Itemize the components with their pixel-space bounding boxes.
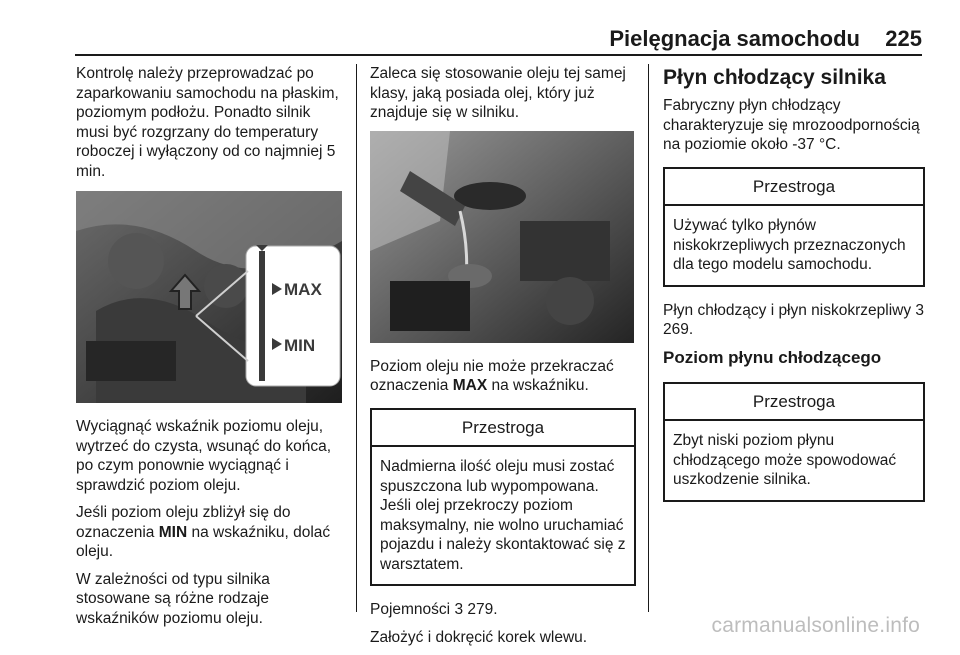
oil-class-paragraph: Zaleca się stosowanie oleju tej samej klasy, jaką posiada olej, który już znajduje się w silniku. — [370, 65, 626, 121]
warning-body: Nadmierna ilość oleju musi zostać spuszczona lub wypompowana. Jeśli olej przekroczy poziom maksymalny, nie wolno uruchamiać pojazdu i należy skontaktować się z warsztatem. — [380, 458, 626, 573]
warning-title: Przestroga — [665, 169, 923, 207]
column-divider — [648, 64, 649, 612]
cap-paragraph: Założyć i dokręcić korek wlewu. — [370, 628, 588, 646]
dipstick-image — [76, 191, 342, 403]
oil-filling-image — [370, 131, 634, 343]
warning-title: Przestroga — [372, 410, 634, 448]
warning-title: Przestroga — [665, 384, 923, 422]
warning-box — [370, 408, 636, 587]
header-rule — [75, 54, 922, 56]
column-divider — [356, 64, 357, 612]
watermark: carmanualsonline.info — [711, 614, 920, 637]
antifreeze-paragraph: Płyn chłodzący i płyn niskokrzepliwy 3 269. — [663, 301, 925, 338]
reference-arrow-icon: 3 — [454, 601, 464, 618]
column-middle — [370, 64, 636, 655]
reference-arrow-icon: 3 — [915, 301, 925, 319]
engine-type-paragraph: W zależności od typu silnika stosowane są różne rodzaje wskaźników poziomu oleju. — [76, 570, 270, 627]
page-reference-link[interactable]: 269. — [663, 321, 694, 338]
capacity-paragraph: Pojemności 3 279. — [370, 601, 498, 618]
warning-box — [663, 382, 925, 502]
max-paragraph: Poziom oleju nie może przekraczać oznaczenia MAX na wskaźniku. — [370, 357, 614, 394]
subsection-title: Poziom płynu chłodzącego — [663, 347, 882, 367]
max-label: MAX — [284, 280, 322, 299]
min-paragraph: Jeśli poziom oleju zbliżył się do oznaczenia MIN na wskaźniku, dolać oleju. — [76, 504, 331, 560]
warning-body: Zbyt niski poziom płynu chłodzącego może spowodować uszkodzenie silnika. — [673, 432, 897, 488]
warning-body: Używać tylko płynów niskokrzepliwych przeznaczonych dla tego modelu samochodu. — [673, 217, 906, 273]
page-reference-link[interactable]: 279. — [467, 601, 498, 618]
page-number: 225 — [885, 26, 922, 51]
chapter-title: Pielęgnacja samochodu — [609, 26, 860, 51]
section-title: Płyn chłodzący silnika — [663, 66, 886, 89]
page-header — [0, 0, 960, 60]
min-label: MIN — [284, 336, 316, 355]
coolant-paragraph: Fabryczny płyn chłodzący charakteryzuje się mrozoodpornością na poziomie około -37 °C. — [663, 97, 920, 153]
dipstick-paragraph: Wyciągnąć wskaźnik poziomu oleju, wytrzeć do czysta, wsunąć do końca, po czym ponownie wyciągnąć i sprawdzić poziom oleju. — [76, 418, 332, 494]
column-right — [663, 64, 925, 514]
column-left — [76, 64, 344, 636]
intro-paragraph: Kontrolę należy przeprowadzać po zaparkowaniu samochodu na płaskim, poziomym podłożu. Ponadto silnik musi być rozgrzany do temperatury roboczej i wyłączony od co najmniej 5 min. — [76, 65, 339, 180]
warning-box — [663, 167, 925, 287]
